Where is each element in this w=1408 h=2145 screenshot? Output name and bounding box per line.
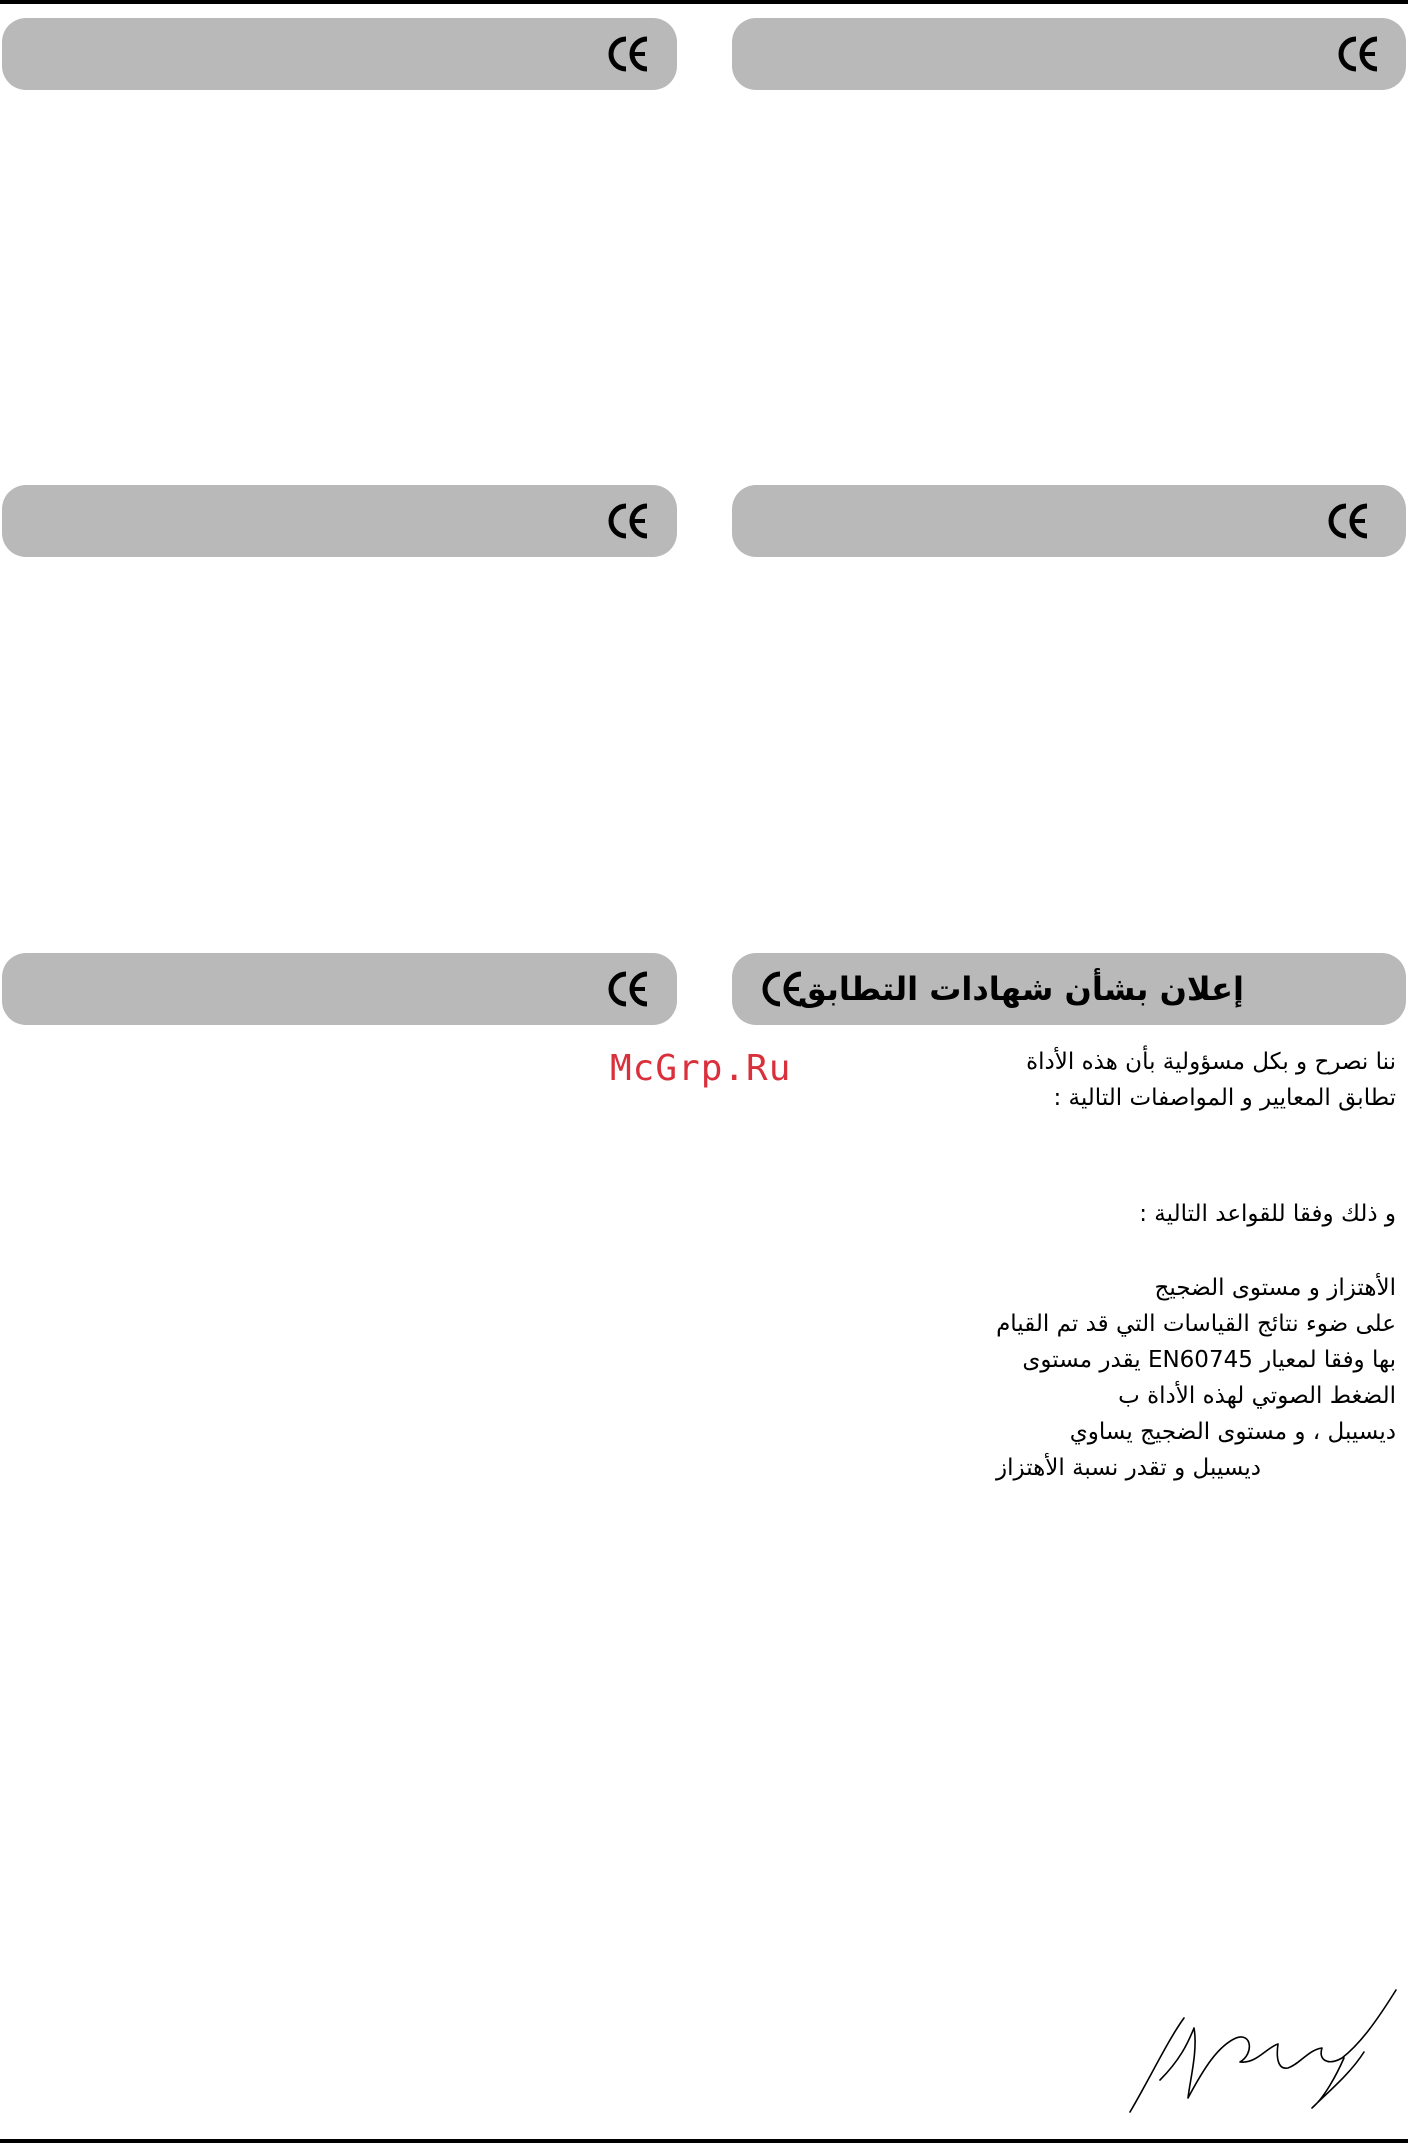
text-line: و ذلك وفقا للقواعد التالية : <box>1139 1201 1396 1227</box>
top-rule <box>0 0 1408 4</box>
section-header-bar <box>732 485 1406 557</box>
text-line: ديسيبل ، و مستوى الضجيج يساوي <box>1069 1419 1396 1445</box>
vibration-noise-paragraph <box>996 1270 1396 1486</box>
watermark: McGrp.Ru <box>610 1048 792 1089</box>
signature-icon <box>1128 1988 1408 2118</box>
ce-mark-icon <box>1338 34 1380 74</box>
declaration-title: إعلان بشأن شهادات التطابق <box>797 970 1244 1008</box>
bottom-rule <box>0 2139 1408 2143</box>
ce-mark-icon <box>1328 501 1370 541</box>
declaration-paragraph-2 <box>1139 1196 1396 1232</box>
section-header-bar <box>2 953 677 1025</box>
section-header-bar <box>2 18 677 90</box>
text-line: على ضوء نتائج القياسات التي قد تم القيام <box>996 1311 1396 1337</box>
ce-mark-icon <box>608 34 650 74</box>
text-line: الضغط الصوتي لهذه الأداة ب <box>1118 1383 1396 1409</box>
declaration-paragraph-1 <box>1026 1044 1396 1116</box>
section-header-bar <box>2 485 677 557</box>
text-line: الأهتزاز و مستوى الضجيج <box>1154 1275 1396 1301</box>
declaration-header-bar <box>732 953 1406 1025</box>
text-line: ديسيبل و تقدر نسبة الأهتزاز <box>996 1455 1261 1481</box>
text-line: بها وفقا لمعيار EN60745 يقدر مستوى <box>1022 1347 1396 1373</box>
text-line: تطابق المعايير و المواصفات التالية : <box>1053 1085 1396 1111</box>
section-header-bar <box>732 18 1406 90</box>
ce-mark-icon <box>608 501 650 541</box>
text-line: ننا نصرح و بكل مسؤولية بأن هذه الأداة <box>1026 1049 1396 1075</box>
ce-mark-icon <box>608 969 650 1009</box>
